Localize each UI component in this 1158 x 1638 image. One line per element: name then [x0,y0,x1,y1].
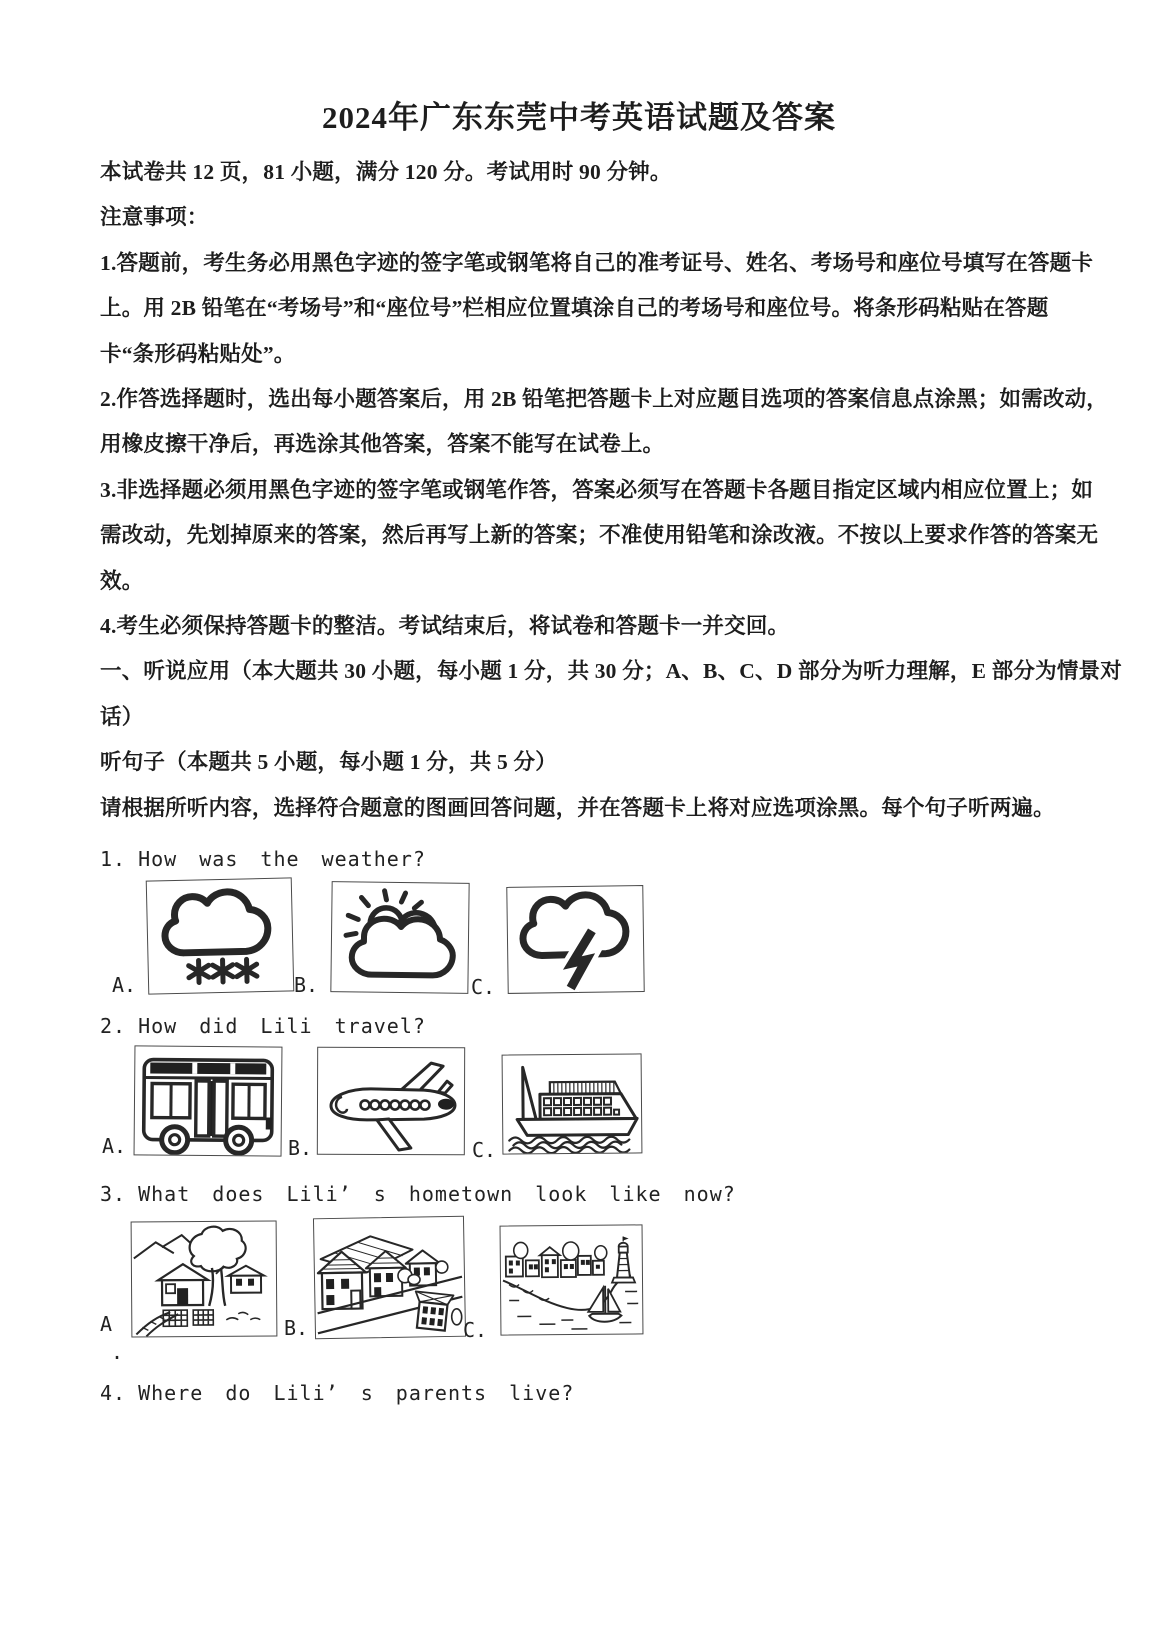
plane-windows [360,1100,429,1109]
document-line: 请根据所听内容，选择符合题意的图画回答问题，并在答题卡上将对应选项涂黑。每个句子听两遍。 [100,795,1055,820]
lighthouse [612,1236,635,1282]
question-4 [100,1381,574,1405]
hometown-option-c-box [500,1224,644,1335]
bus-image [135,1046,282,1155]
document-line: 注意事项： [100,205,209,230]
document-line: 需改动，先划掉原来的答案，然后再写上新的答案；不准使用铅笔和涂改液。不按以上要求作答的答案无 [100,523,1099,548]
town-houses-image [314,1217,465,1339]
seaside-town-lighthouse-image [501,1225,643,1334]
question-text: Where do Lili’ s parents live? [138,1381,575,1405]
countryside-village-image [132,1221,277,1336]
airplane-image [318,1048,464,1155]
option-label-b: B. [294,973,319,997]
document-line: 2.作答选择题时，选出每小题答案后，用 2B 铅笔把答题卡上对应题目选项的答案信息点涂黑；如需改动， [100,387,1108,412]
document-line: 用橡皮擦干净后，再选涂其他答案，答案不能写在试卷上。 [100,432,665,457]
question-2 [100,1014,426,1038]
travel-option-b-box [317,1047,465,1156]
hometown-option-a-box [131,1220,278,1337]
question-number: 3. [100,1182,127,1206]
travel-option-a-box [134,1045,283,1156]
weather-option-a-box [146,877,295,994]
option-label-a: A [100,1312,113,1336]
question-3 [100,1182,736,1206]
option-label-c: C. [472,1138,497,1162]
weather-option-b-box [330,881,469,994]
option-label-c: C. [463,1318,488,1342]
trees [514,1242,607,1261]
document-line: 效。 [100,568,144,593]
weather-option-c-box [506,885,644,994]
document-line: 听句子（本题共 5 小题，每小题 1 分，共 5 分） [100,750,557,775]
question-text: How did Lili travel? [138,1014,426,1038]
option-label-b: B. [284,1316,309,1340]
document-line: 上。用 2B 铅笔在“考场号”和“座位号”栏相应位置填涂自己的考场号和座位号。将条形码粘贴在答题 [100,296,1049,321]
document-line: 一、听说应用（本大题共 30 小题，每小题 1 分，共 30 分；A、B、C、D 部分为听力理解，E 部分为情景对 [100,659,1122,684]
document-line: 本试卷共 12 页，81 小题，满分 120 分。考试用时 90 分钟。 [100,160,672,184]
sun-behind-clouds-image [331,882,468,993]
option-label-b: B. [288,1136,313,1160]
snowy-cloud-image [147,878,294,993]
snowflakes [189,959,257,983]
exam-instructions [100,150,1122,831]
document-line: 1.答题前，考生务必用黑色字迹的签字笔或钢笔将自己的准考证号、姓名、考场号和座位号填写在答题卡 [100,250,1094,275]
stray-period: . [111,1340,124,1364]
document-line: 3.非选择题必须用黑色字迹的签字笔或钢笔作答，答案必须写在答题卡各题目指定区域内相应位置上；如 [100,477,1094,502]
hometown-option-b-box [313,1216,466,1340]
document-line: 卡“条形码粘贴处”。 [100,341,296,366]
waves [509,1137,629,1154]
cloud-with-lightning-image [507,886,643,993]
tilted-house [412,1291,454,1331]
page-title: 2024年广东东莞中考英语试题及答案 [322,100,836,135]
ferry-ship-image [503,1054,642,1153]
option-label-c: C. [471,975,496,999]
question-text: How was the weather? [138,847,426,871]
question-text: What does Lili’ s hometown look like now? [138,1182,736,1206]
option-label-a: A. [102,1134,127,1158]
document-line: 4.考生必须保持答题卡的整洁。考试结束后，将试卷和答题卡一并交回。 [100,614,790,639]
option-label-a: A. [112,973,137,997]
sailboat [588,1286,621,1322]
document-line: 话） [100,704,144,729]
question-number: 1. [100,847,127,871]
question-number: 4. [100,1381,127,1405]
question-number: 2. [100,1014,127,1038]
question-1 [100,847,426,871]
travel-option-c-box [502,1053,643,1154]
